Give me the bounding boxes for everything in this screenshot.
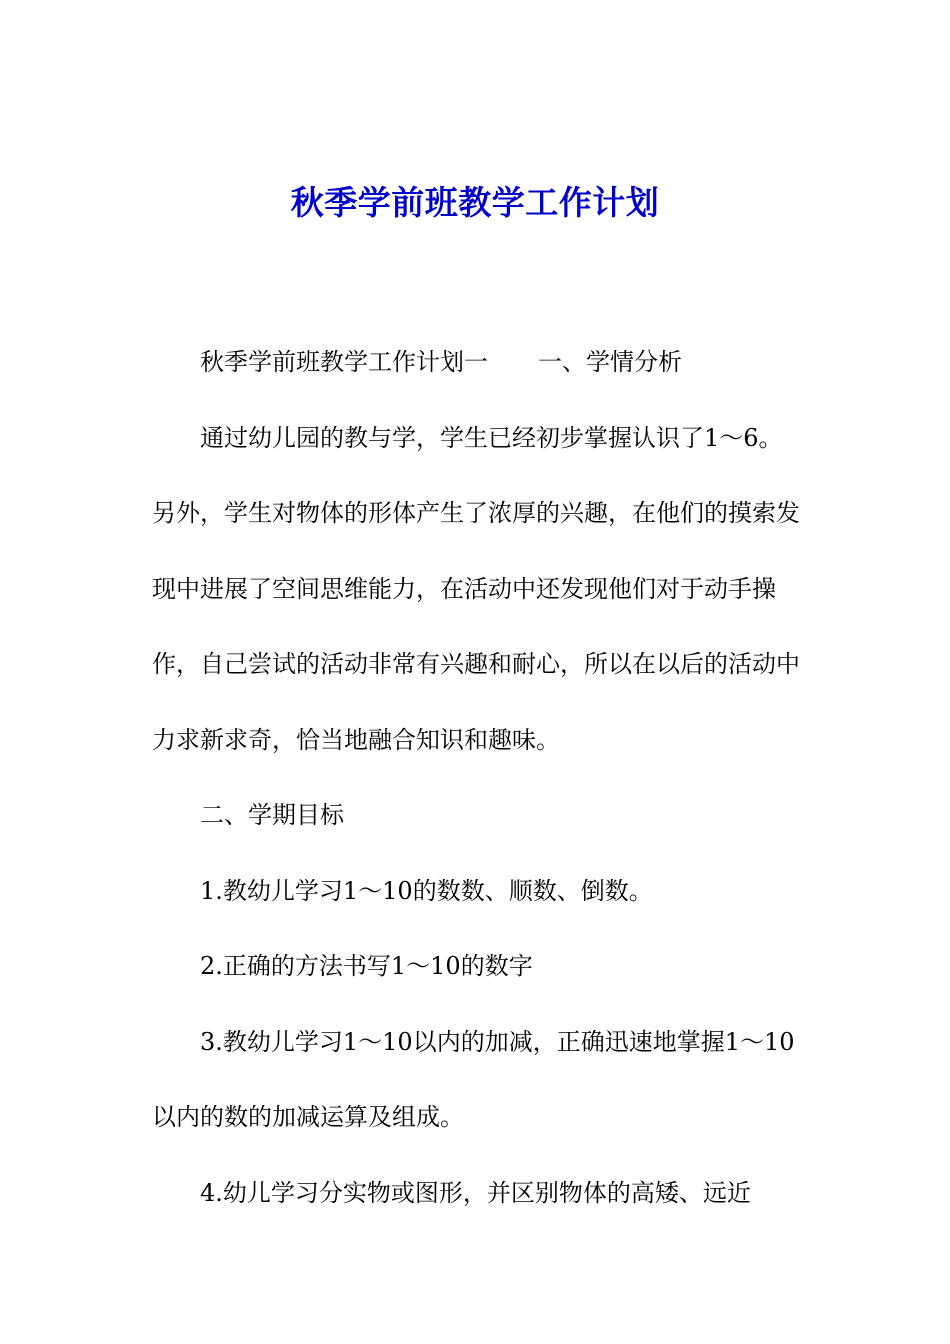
section2-heading: 二、学期目标 xyxy=(200,801,344,829)
section1-heading: 一、学情分析 xyxy=(538,348,682,376)
goal-item-3: 3.教幼儿学习1～10以内的加减，正确迅速地掌握1～10以内的数的加减运算及组成。 xyxy=(152,1027,795,1131)
goal-item-2: 2.正确的方法书写1～10的数字 xyxy=(200,952,533,980)
document-title: 秋季学前班教学工作计划 xyxy=(290,183,660,222)
goal-item-1: 1.教幼儿学习1～10的数数、顺数、倒数。 xyxy=(200,876,653,905)
paragraph-analysis: 通过幼儿园的教与学，学生已经初步掌握认识了1～6。另外，学生对物体的形体产生了浓厚的兴趣，在他们的摸索发现中进展了空间思维能力，在活动中还发现他们对于动手操作，自己尝试的活动非常有兴趣和耐心，所以在以后的活动中力求新求奇，恰当地融合知识和趣味。 xyxy=(152,423,800,754)
document-body xyxy=(152,325,804,1231)
intro-heading: 秋季学前班教学工作计划一 xyxy=(200,348,488,376)
intro-line xyxy=(152,325,804,401)
goal-item-4: 4.幼儿学习分实物或图形，并区别物体的高矮、远近 xyxy=(200,1178,751,1207)
